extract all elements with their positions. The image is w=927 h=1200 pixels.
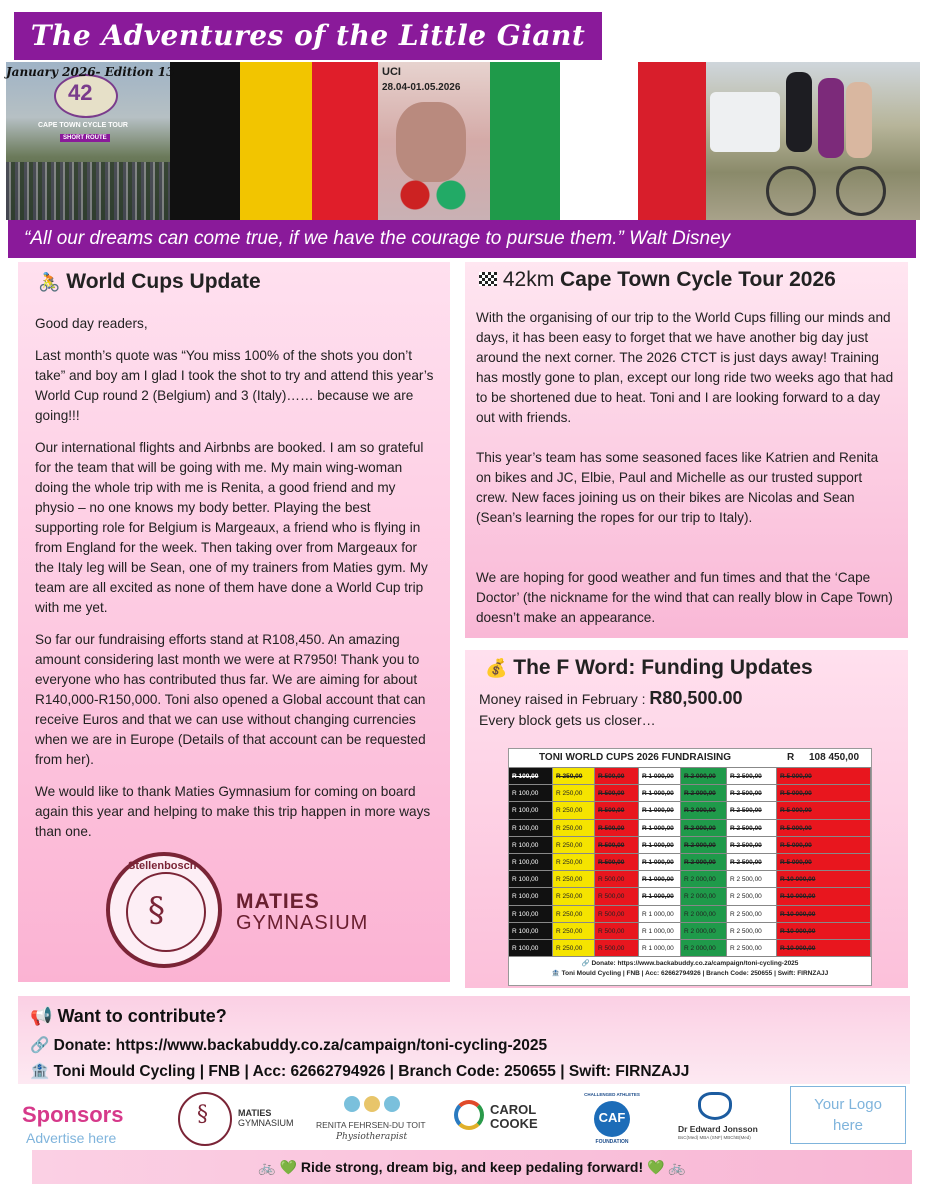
table-cell: R 500,00 [595, 888, 639, 905]
ctct-heading: 42km Cape Town Cycle Tour 2026 [479, 268, 836, 292]
paragraph: Our international flights and Airbnbs are booked. I am so grateful for the team that will be going with me. My main wing-woman doing the whole trip with me is Renita, a good friend and my physio – no one knows my body better. Playing the best supporting role for Belgium is Margeaux, a friend who is flying in from England for the week. Then taking over from Margeaux for the Italy leg will be Sean, one of my trainers from Maties gym. My team are all excited as none of them have done a World Cup trip with me yet. [35, 440, 428, 615]
caf-arc-top: CHALLENGED ATHLETES [584, 1092, 640, 1097]
edward-name: Dr Edward Jonsson [678, 1124, 758, 1134]
link-icon: 🔗 [30, 1037, 50, 1054]
table-cell: R 100,00 [509, 768, 553, 785]
donate-line [30, 1036, 547, 1055]
table-cell: R 1 000,00 [639, 820, 681, 837]
world-cups-heading: 🚴 World Cups Update [38, 270, 261, 293]
table-cell: R 2 000,00 [681, 768, 727, 785]
table-cell: R 100,00 [509, 820, 553, 837]
table-total-value: 108 450,00 [809, 752, 860, 763]
ctct-logo-number: 42 [68, 80, 93, 105]
table-cell: R 5 000,00 [777, 820, 871, 837]
your-logo-line1: Your Logo [814, 1096, 882, 1113]
table-cell: R 250,00 [553, 906, 595, 923]
sponsors-heading: Sponsors [22, 1102, 124, 1127]
table-row [509, 802, 871, 819]
table-title: TONI WORLD CUPS 2026 FUNDRAISING [539, 752, 732, 763]
table-cell: R 100,00 [509, 906, 553, 923]
maties-logo-line1: MATIES [236, 890, 320, 913]
renita-line2: Physiotherapist [336, 1132, 408, 1142]
table-cell: R 2 000,00 [681, 906, 727, 923]
table-cell: R 2 500,00 [727, 940, 777, 957]
table-cell: R 250,00 [553, 888, 595, 905]
funding-heading: 💰 The F Word: Funding Updates [485, 656, 813, 679]
table-footer-donate: 🔗 Donate: https://www.backabuddy.co.za/campaign/toni-cycling-2025 [581, 960, 799, 967]
table-cell: R 5 000,00 [777, 837, 871, 854]
contribute-section [18, 996, 910, 1084]
paragraph: With the organising of our trip to the World Cups filling our minds and days, it has been easy to forget that we have another big day just around the next corner. The 2026 CTCT is just days away! Training has mostly gone to plan, except our long ride two weeks ago that had to be shortened due to heat. Toni and I are looking forward to a day out with friends. [476, 310, 894, 425]
table-cell: R 2 000,00 [681, 940, 727, 957]
table-cell: R 1 000,00 [639, 923, 681, 940]
table-cell: R 100,00 [509, 940, 553, 957]
table-cell: R 2 500,00 [727, 785, 777, 802]
table-cell: R 10 000,00 [777, 923, 871, 940]
table-row [509, 768, 871, 785]
table-cell: R 2 000,00 [681, 923, 727, 940]
caf-arc-bottom: FOUNDATION [595, 1139, 629, 1145]
bank-icon: 🏦 [30, 1063, 50, 1080]
table-cell: R 5 000,00 [777, 768, 871, 785]
table-cell: R 250,00 [553, 785, 595, 802]
table-cell: R 100,00 [509, 871, 553, 888]
ctct-panel [465, 262, 908, 638]
table-cell: R 250,00 [553, 820, 595, 837]
paragraph: So far our fundraising efforts stand at R108,450. An amazing amount considering last month we were at R7950! Thank you to everyone who has contributed thus far. We are aiming for about R140,000-R150,000. Toni also opened a Global account that can receive Euros and that we can use without changing currencies when we are in Europe (Details of that account can be requested from her). [35, 632, 426, 767]
table-cell: R 2 500,00 [727, 837, 777, 854]
table-row [509, 923, 871, 940]
table-cell: R 2 500,00 [727, 802, 777, 819]
table-cell: R 500,00 [595, 802, 639, 819]
maties-logo-line2: GYMNASIUM [236, 912, 369, 934]
carol-cooke-logo [454, 1100, 484, 1130]
caf-logo [584, 1092, 640, 1148]
ctct-photo [6, 62, 170, 220]
paragraph: We would like to thank Maties Gymnasium for coming on board again this year and helping to make this trip happen in more ways than one. [35, 784, 431, 839]
maties-seal-text: Stellenbosch [128, 860, 197, 872]
checkered-flag-icon [479, 272, 497, 286]
table-row [509, 854, 871, 871]
edition-label: January 2026- Edition 13 [6, 65, 175, 79]
table-row [509, 888, 871, 905]
table-cell: R 10 000,00 [777, 888, 871, 905]
uci-dates: 28.04-01.05.2026 [382, 82, 461, 93]
table-cell: R 5 000,00 [777, 854, 871, 871]
table-cell: R 1 000,00 [639, 940, 681, 957]
footer-banner: 🚲 💚 Ride strong, dream big, and keep pedaling forward! 💚 🚲 [32, 1150, 912, 1184]
table-row [509, 940, 871, 957]
money-raised: Money raised in February : R80,500.00 [479, 688, 743, 708]
table-cell: R 250,00 [553, 802, 595, 819]
table-cell: R 250,00 [553, 871, 595, 888]
edward-quals: BsC(Med) MBA (SNF) MBChB(Med) [678, 1135, 751, 1140]
table-cell: R 1 000,00 [639, 837, 681, 854]
renita-logo [344, 1096, 404, 1112]
table-cell: R 100,00 [509, 785, 553, 802]
table-cell: R 250,00 [553, 837, 595, 854]
table-cell: R 100,00 [509, 802, 553, 819]
table-cell: R 2 500,00 [727, 768, 777, 785]
table-rows [509, 768, 871, 958]
donate-link[interactable]: Donate: https://www.backabuddy.co.za/campaign/toni-cycling-2025 [53, 1037, 548, 1054]
newsletter-title: The Adventures of the Little Giant [14, 12, 602, 60]
carol-line2: COOKE [490, 1116, 538, 1131]
table-cell: R 10 000,00 [777, 871, 871, 888]
ctct-logo-line1: CAPE TOWN CYCLE TOUR [38, 122, 128, 129]
table-row [509, 871, 871, 888]
ctct-body [476, 308, 896, 640]
table-cell: R 10 000,00 [777, 940, 871, 957]
maties-logo: Stellenbosch § [106, 852, 222, 968]
table-cell: R 2 500,00 [727, 820, 777, 837]
table-cell: R 1 000,00 [639, 888, 681, 905]
world-cups-panel [18, 262, 450, 982]
table-cell: R 2 500,00 [727, 888, 777, 905]
table-cell: R 2 000,00 [681, 837, 727, 854]
table-header [509, 749, 871, 768]
money-bag-icon: 💰 [485, 658, 508, 678]
maties-sponsor-logo: § [178, 1092, 232, 1146]
edward-logo [698, 1092, 732, 1120]
table-row [509, 837, 871, 854]
table-cell: R 500,00 [595, 940, 639, 957]
table-cell: R 100,00 [509, 923, 553, 940]
bank-line: 🏦 Toni Mould Cycling | FNB | Acc: 62662794926 | Branch Code: 250655 | Swift: FIRNZAJJ [30, 1063, 690, 1080]
table-row [509, 906, 871, 923]
flag-yellow [240, 62, 312, 220]
table-cell: R 500,00 [595, 871, 639, 888]
flag-red-2 [638, 62, 706, 220]
paragraph: Last month’s quote was “You miss 100% of the shots you don’t take” and boy am I glad I took the shot to try and attend this year’s World Cup round 2 (Belgium) and 3 (Italy)…… because we are going!!! [35, 348, 434, 423]
table-cell: R 1 000,00 [639, 871, 681, 888]
table-cell: R 5 000,00 [777, 785, 871, 802]
paragraph: This year’s team has some seasoned faces like Katrien and Renita on bikes and JC, Elbie, Paul and Michelle as our trusted support crew. New faces joining us on their bikes are Nicolas and Sean (Sean’s learning the ropes for our trip to Italy). [476, 450, 879, 525]
table-cell: R 2 000,00 [681, 820, 727, 837]
table-cell: R 250,00 [553, 940, 595, 957]
quote-bar: “All our dreams can come true, if we have the courage to pursue them.” Walt Disney [8, 220, 916, 258]
table-cell: R 250,00 [553, 854, 595, 871]
flag-white [560, 62, 638, 220]
table-cell: R 500,00 [595, 906, 639, 923]
banner [6, 62, 920, 220]
table-cell: R 10 000,00 [777, 906, 871, 923]
table-cell: R 2 500,00 [727, 906, 777, 923]
table-cell: R 2 000,00 [681, 871, 727, 888]
flag-green [490, 62, 560, 220]
table-cell: R 1 000,00 [639, 768, 681, 785]
table-row [509, 785, 871, 802]
table-cell: R 2 000,00 [681, 888, 727, 905]
caf-letters: CAF [598, 1110, 626, 1125]
flag-red [312, 62, 378, 220]
renita-line1: RENITA FEHRSEN-DU TOIT [316, 1120, 426, 1130]
funding-subtext: Every block gets us closer… [479, 712, 656, 728]
table-cell: R 2 500,00 [727, 854, 777, 871]
table-cell: R 5 000,00 [777, 802, 871, 819]
table-cell: R 2 000,00 [681, 854, 727, 871]
maties-sponsor-line1: MATIES [238, 1108, 272, 1118]
table-cell: R 100,00 [509, 888, 553, 905]
table-cell: R 250,00 [553, 768, 595, 785]
table-cell: R 2 000,00 [681, 785, 727, 802]
table-cell: R 500,00 [595, 923, 639, 940]
advertise-here: Advertise here [26, 1130, 117, 1146]
table-footer-bank: 🏦 Toni Mould Cycling | FNB | Acc: 62662794926 | Branch Code: 250655 | Swift: FIRNZAJJ [551, 970, 829, 977]
paragraph: We are hoping for good weather and fun times and that the ‘Cape Doctor’ (the nickname for the wind that can really blow in Cape Town) doesn’t make an appearance. [476, 570, 893, 625]
your-logo-line2: here [832, 1117, 864, 1134]
table-total-currency: R [787, 752, 795, 763]
your-logo-box[interactable] [790, 1086, 906, 1144]
table-cell: R 100,00 [509, 837, 553, 854]
flag-black [170, 62, 240, 220]
table-cell: R 1 000,00 [639, 906, 681, 923]
contribute-heading: 📢 Want to contribute? [30, 1006, 227, 1026]
megaphone-icon: 📢 [30, 1006, 53, 1026]
table-cell: R 1 000,00 [639, 802, 681, 819]
table-cell: R 1 000,00 [639, 854, 681, 871]
table-row [509, 820, 871, 837]
table-cell: R 2 500,00 [727, 923, 777, 940]
table-cell: R 100,00 [509, 854, 553, 871]
sponsors-bar [18, 1090, 910, 1148]
table-cell: R 500,00 [595, 785, 639, 802]
maties-sponsor-line2: GYMNASIUM [238, 1118, 294, 1128]
table-cell: R 500,00 [595, 820, 639, 837]
fundraising-table [508, 748, 872, 986]
world-cups-body [35, 314, 435, 854]
cyclist-icon: 🚴 [38, 272, 61, 292]
table-cell: R 2 500,00 [727, 871, 777, 888]
cyclists-photo [706, 62, 920, 220]
ctct-logo-line2: SHORT ROUTE [60, 134, 110, 142]
carol-line1: CAROL [490, 1102, 537, 1117]
table-cell: R 500,00 [595, 768, 639, 785]
table-cell: R 2 000,00 [681, 802, 727, 819]
uci-label: UCI [382, 66, 401, 78]
table-cell: R 500,00 [595, 854, 639, 871]
table-cell: R 500,00 [595, 837, 639, 854]
table-cell: R 250,00 [553, 923, 595, 940]
paragraph: Good day readers, [35, 316, 148, 331]
money-raised-value: R80,500.00 [649, 688, 743, 708]
table-cell: R 1 000,00 [639, 785, 681, 802]
uci-poster [378, 62, 490, 220]
